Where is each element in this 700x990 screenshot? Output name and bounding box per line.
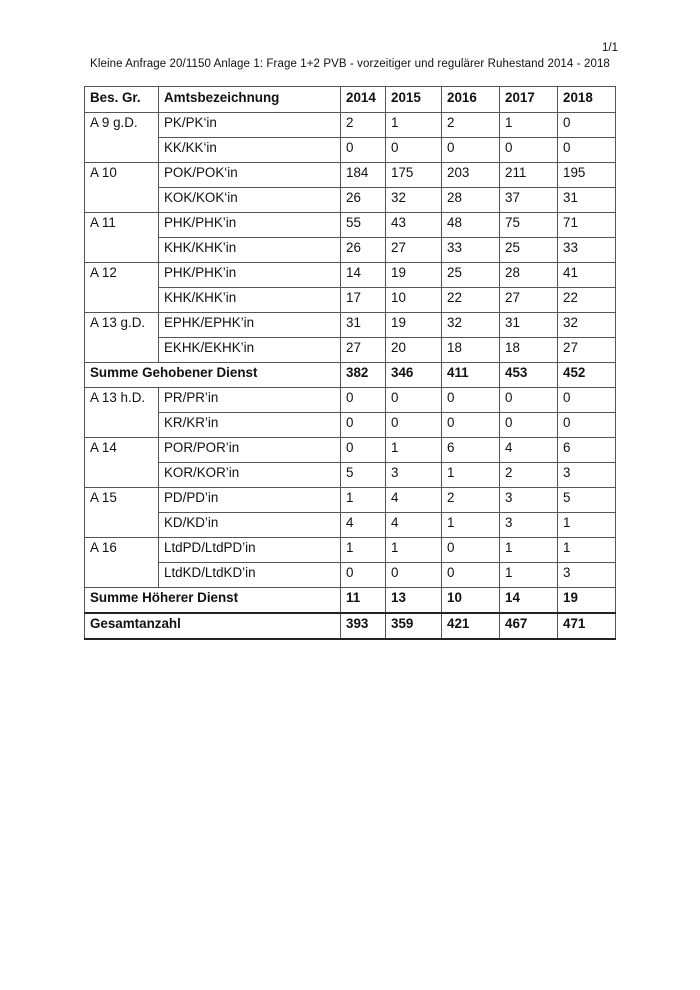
year-value-cell: 27 bbox=[500, 288, 558, 313]
column-header: 2015 bbox=[386, 87, 442, 113]
official-title-cell: KD/KD’in bbox=[159, 513, 341, 538]
year-value-cell: 1 bbox=[386, 538, 442, 563]
year-value-cell: 0 bbox=[386, 138, 442, 163]
year-value-cell: 5 bbox=[558, 488, 616, 513]
official-title-cell: KR/KR’in bbox=[159, 413, 341, 438]
year-value-cell: 0 bbox=[558, 388, 616, 413]
year-value-cell: 0 bbox=[386, 413, 442, 438]
year-value-cell: 26 bbox=[341, 188, 386, 213]
column-header: 2016 bbox=[442, 87, 500, 113]
year-value-cell: 452 bbox=[558, 363, 616, 388]
year-value-cell: 6 bbox=[558, 438, 616, 463]
retirement-table bbox=[84, 86, 616, 640]
year-value-cell: 2 bbox=[341, 113, 386, 138]
official-title-cell: KHK/KHK’in bbox=[159, 288, 341, 313]
year-value-cell: 28 bbox=[442, 188, 500, 213]
pay-grade-cell: A 12 bbox=[85, 263, 159, 288]
official-title-cell: LtdKD/LtdKD’in bbox=[159, 563, 341, 588]
year-value-cell: 33 bbox=[558, 238, 616, 263]
column-header: Bes. Gr. bbox=[85, 87, 159, 113]
pay-grade-cell bbox=[85, 338, 159, 363]
subtotal-row bbox=[85, 363, 616, 388]
year-value-cell: 4 bbox=[386, 488, 442, 513]
year-value-cell: 0 bbox=[442, 413, 500, 438]
table-row bbox=[85, 488, 616, 513]
year-value-cell: 2 bbox=[442, 113, 500, 138]
total-label: Gesamtanzahl bbox=[85, 613, 341, 639]
year-value-cell: 32 bbox=[558, 313, 616, 338]
official-title-cell: PK/PK‘in bbox=[159, 113, 341, 138]
year-value-cell: 0 bbox=[341, 438, 386, 463]
year-value-cell: 14 bbox=[341, 263, 386, 288]
year-value-cell: 411 bbox=[442, 363, 500, 388]
year-value-cell: 27 bbox=[386, 238, 442, 263]
year-value-cell: 2 bbox=[442, 488, 500, 513]
year-value-cell: 3 bbox=[500, 513, 558, 538]
table-row bbox=[85, 188, 616, 213]
year-value-cell: 4 bbox=[386, 513, 442, 538]
table-row bbox=[85, 138, 616, 163]
year-value-cell: 55 bbox=[341, 213, 386, 238]
year-value-cell: 48 bbox=[442, 213, 500, 238]
year-value-cell: 32 bbox=[386, 188, 442, 213]
year-value-cell: 75 bbox=[500, 213, 558, 238]
official-title-cell: PHK/PHK’in bbox=[159, 263, 341, 288]
official-title-cell: KHK/KHK’in bbox=[159, 238, 341, 263]
year-value-cell: 1 bbox=[442, 513, 500, 538]
year-value-cell: 0 bbox=[442, 563, 500, 588]
year-value-cell: 26 bbox=[341, 238, 386, 263]
year-value-cell: 71 bbox=[558, 213, 616, 238]
page-number: 1/1 bbox=[602, 42, 618, 54]
document-subtitle: Kleine Anfrage 20/1150 Anlage 1: Frage 1+2 PVB - vorzeitiger und regulärer Ruhestand 2014 - 2018 bbox=[90, 58, 610, 70]
pay-grade-cell bbox=[85, 238, 159, 263]
pay-grade-cell: A 13 g.D. bbox=[85, 313, 159, 338]
year-value-cell: 453 bbox=[500, 363, 558, 388]
table-row bbox=[85, 313, 616, 338]
year-value-cell: 17 bbox=[341, 288, 386, 313]
year-value-cell: 421 bbox=[442, 613, 500, 639]
year-value-cell: 346 bbox=[386, 363, 442, 388]
subtotal-label: Summe Gehobener Dienst bbox=[85, 363, 341, 388]
year-value-cell: 467 bbox=[500, 613, 558, 639]
year-value-cell: 43 bbox=[386, 213, 442, 238]
year-value-cell: 0 bbox=[500, 388, 558, 413]
pay-grade-cell bbox=[85, 513, 159, 538]
column-header: Amtsbezeichnung bbox=[159, 87, 341, 113]
pay-grade-cell bbox=[85, 288, 159, 313]
official-title-cell: KOK/KOK‘in bbox=[159, 188, 341, 213]
year-value-cell: 37 bbox=[500, 188, 558, 213]
table-row bbox=[85, 288, 616, 313]
year-value-cell: 1 bbox=[500, 563, 558, 588]
year-value-cell: 18 bbox=[500, 338, 558, 363]
pay-grade-cell: A 9 g.D. bbox=[85, 113, 159, 138]
pay-grade-cell bbox=[85, 413, 159, 438]
year-value-cell: 10 bbox=[386, 288, 442, 313]
table-row bbox=[85, 413, 616, 438]
year-value-cell: 1 bbox=[341, 488, 386, 513]
year-value-cell: 0 bbox=[386, 563, 442, 588]
year-value-cell: 382 bbox=[341, 363, 386, 388]
year-value-cell: 0 bbox=[500, 413, 558, 438]
header-row bbox=[85, 87, 616, 113]
year-value-cell: 0 bbox=[341, 413, 386, 438]
year-value-cell: 31 bbox=[500, 313, 558, 338]
table-row bbox=[85, 263, 616, 288]
pay-grade-cell bbox=[85, 138, 159, 163]
table-row bbox=[85, 163, 616, 188]
table-row bbox=[85, 438, 616, 463]
official-title-cell: PD/PD’in bbox=[159, 488, 341, 513]
year-value-cell: 6 bbox=[442, 438, 500, 463]
pay-grade-cell bbox=[85, 463, 159, 488]
year-value-cell: 0 bbox=[341, 138, 386, 163]
column-header: 2014 bbox=[341, 87, 386, 113]
year-value-cell: 31 bbox=[558, 188, 616, 213]
year-value-cell: 471 bbox=[558, 613, 616, 639]
table-row bbox=[85, 513, 616, 538]
table-row bbox=[85, 213, 616, 238]
year-value-cell: 11 bbox=[341, 588, 386, 614]
year-value-cell: 175 bbox=[386, 163, 442, 188]
year-value-cell: 0 bbox=[386, 388, 442, 413]
year-value-cell: 10 bbox=[442, 588, 500, 614]
year-value-cell: 184 bbox=[341, 163, 386, 188]
table-row bbox=[85, 563, 616, 588]
year-value-cell: 18 bbox=[442, 338, 500, 363]
official-title-cell: POK/POK‘in bbox=[159, 163, 341, 188]
year-value-cell: 33 bbox=[442, 238, 500, 263]
table-row bbox=[85, 338, 616, 363]
year-value-cell: 27 bbox=[558, 338, 616, 363]
year-value-cell: 32 bbox=[442, 313, 500, 338]
year-value-cell: 5 bbox=[341, 463, 386, 488]
year-value-cell: 0 bbox=[442, 388, 500, 413]
official-title-cell: PHK/PHK’in bbox=[159, 213, 341, 238]
table-row bbox=[85, 463, 616, 488]
year-value-cell: 0 bbox=[341, 563, 386, 588]
year-value-cell: 41 bbox=[558, 263, 616, 288]
year-value-cell: 0 bbox=[500, 138, 558, 163]
year-value-cell: 19 bbox=[386, 313, 442, 338]
year-value-cell: 22 bbox=[558, 288, 616, 313]
year-value-cell: 25 bbox=[500, 238, 558, 263]
year-value-cell: 2 bbox=[500, 463, 558, 488]
pay-grade-cell bbox=[85, 188, 159, 213]
official-title-cell: KOR/KOR’in bbox=[159, 463, 341, 488]
year-value-cell: 3 bbox=[558, 463, 616, 488]
pay-grade-cell: A 16 bbox=[85, 538, 159, 563]
year-value-cell: 3 bbox=[558, 563, 616, 588]
year-value-cell: 1 bbox=[442, 463, 500, 488]
year-value-cell: 27 bbox=[341, 338, 386, 363]
year-value-cell: 203 bbox=[442, 163, 500, 188]
year-value-cell: 195 bbox=[558, 163, 616, 188]
year-value-cell: 3 bbox=[500, 488, 558, 513]
year-value-cell: 4 bbox=[500, 438, 558, 463]
table-row bbox=[85, 388, 616, 413]
year-value-cell: 393 bbox=[341, 613, 386, 639]
year-value-cell: 1 bbox=[500, 538, 558, 563]
official-title-cell: EKHK/EKHK’in bbox=[159, 338, 341, 363]
year-value-cell: 25 bbox=[442, 263, 500, 288]
table-body bbox=[85, 113, 616, 640]
year-value-cell: 1 bbox=[386, 113, 442, 138]
table-row bbox=[85, 538, 616, 563]
year-value-cell: 1 bbox=[341, 538, 386, 563]
pay-grade-cell: A 14 bbox=[85, 438, 159, 463]
year-value-cell: 1 bbox=[558, 513, 616, 538]
total-row bbox=[85, 613, 616, 639]
year-value-cell: 211 bbox=[500, 163, 558, 188]
subtotal-row bbox=[85, 588, 616, 614]
official-title-cell: KK/KK‘in bbox=[159, 138, 341, 163]
official-title-cell: PR/PR’in bbox=[159, 388, 341, 413]
year-value-cell: 0 bbox=[341, 388, 386, 413]
table-row bbox=[85, 238, 616, 263]
pay-grade-cell: A 10 bbox=[85, 163, 159, 188]
year-value-cell: 14 bbox=[500, 588, 558, 614]
column-header: 2017 bbox=[500, 87, 558, 113]
column-header: 2018 bbox=[558, 87, 616, 113]
official-title-cell: LtdPD/LtdPD’in bbox=[159, 538, 341, 563]
year-value-cell: 28 bbox=[500, 263, 558, 288]
year-value-cell: 13 bbox=[386, 588, 442, 614]
year-value-cell: 0 bbox=[442, 538, 500, 563]
subtotal-label: Summe Höherer Dienst bbox=[85, 588, 341, 614]
year-value-cell: 1 bbox=[386, 438, 442, 463]
year-value-cell: 0 bbox=[558, 413, 616, 438]
year-value-cell: 1 bbox=[500, 113, 558, 138]
pay-grade-cell bbox=[85, 563, 159, 588]
table-row bbox=[85, 113, 616, 138]
year-value-cell: 0 bbox=[442, 138, 500, 163]
year-value-cell: 22 bbox=[442, 288, 500, 313]
pay-grade-cell: A 15 bbox=[85, 488, 159, 513]
year-value-cell: 0 bbox=[558, 138, 616, 163]
year-value-cell: 359 bbox=[386, 613, 442, 639]
year-value-cell: 4 bbox=[341, 513, 386, 538]
pay-grade-cell: A 11 bbox=[85, 213, 159, 238]
pay-grade-cell: A 13 h.D. bbox=[85, 388, 159, 413]
year-value-cell: 20 bbox=[386, 338, 442, 363]
year-value-cell: 0 bbox=[558, 113, 616, 138]
official-title-cell: POR/POR’in bbox=[159, 438, 341, 463]
year-value-cell: 19 bbox=[386, 263, 442, 288]
year-value-cell: 31 bbox=[341, 313, 386, 338]
official-title-cell: EPHK/EPHK’in bbox=[159, 313, 341, 338]
year-value-cell: 19 bbox=[558, 588, 616, 614]
year-value-cell: 3 bbox=[386, 463, 442, 488]
year-value-cell: 1 bbox=[558, 538, 616, 563]
